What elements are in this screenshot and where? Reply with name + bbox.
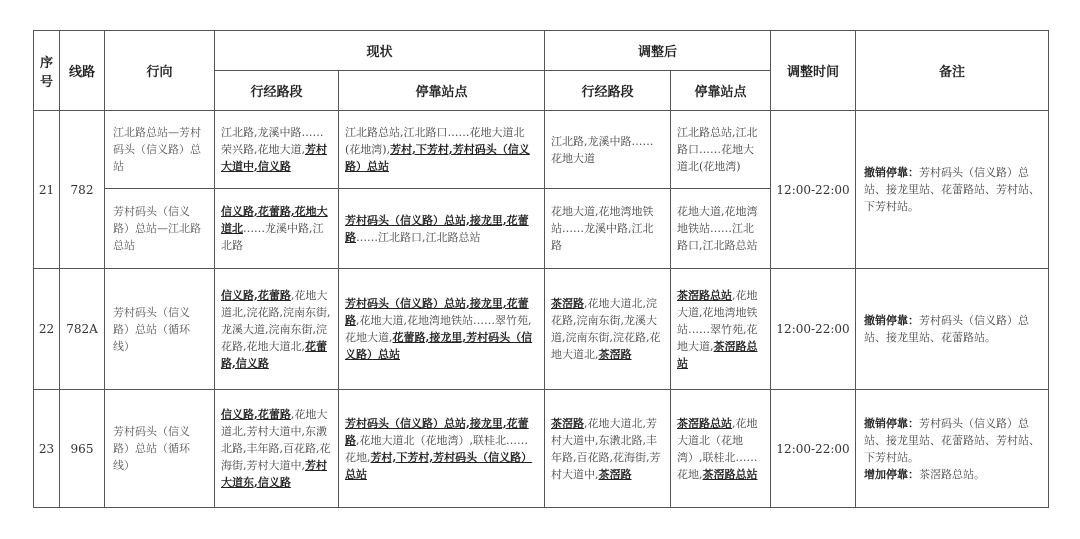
highlighted-segment: 茶滘路 bbox=[598, 348, 632, 361]
text-segment: 江北路总站,江北路口……花地大道北(花地湾), bbox=[345, 126, 525, 156]
remark-text-2: 茶滘路总站。 bbox=[919, 467, 986, 481]
text-segment: ……龙溪中路,江北路 bbox=[221, 222, 324, 252]
remark-text: 芳村码头（信义路）总站、接龙里站、花蕾路站。 bbox=[864, 314, 1030, 344]
text-segment: 江北路,龙溪中路……花地大道 bbox=[551, 134, 654, 165]
remark-text: 芳村码头（信义路）总站、接龙里站、花蕾路站、芳村站、下芳村站。 bbox=[864, 166, 1041, 213]
adjusted-route-cell bbox=[545, 189, 671, 269]
text-segment: 花地大道,花地湾地铁站……江北路口,江北路总站 bbox=[677, 205, 758, 252]
seq-cell: 21 bbox=[34, 111, 60, 269]
direction-cell: 芳村码头（信义路）总站—江北路总站 bbox=[105, 189, 215, 269]
table-row bbox=[34, 111, 1049, 189]
text-segment: ,花地大道北,芳村大道中,东漖北路,丰年路,百花路,花海街,芳村大道中, bbox=[221, 408, 331, 472]
line-cell: 965 bbox=[60, 390, 105, 508]
highlighted-segment: 信义路,花蕾路,花地大道北 bbox=[221, 205, 328, 235]
highlighted-segment: 芳村大道东,信义路 bbox=[221, 459, 327, 489]
text-segment: ,花地大道,花地湾地铁站……翠竹苑,花地大道, bbox=[345, 314, 532, 344]
remark-label: 撤销停靠： bbox=[864, 416, 920, 430]
text-segment: ,花地大道北,浣花路,浣南东街,龙溪大道,浣南东街,浣花路,花地大道北, bbox=[551, 297, 661, 361]
remark-label: 撤销停靠： bbox=[864, 314, 920, 327]
text-segment: ,花地大道北,浣花路,浣南东街,龙溪大道,浣南东街,浣花路,花地大道北, bbox=[221, 288, 331, 353]
highlighted-segment: 芳村大道中,信义路 bbox=[221, 143, 327, 173]
remark-text: 芳村码头（信义路）总站、接龙里站、花蕾路站、芳村站、下芳村站。 bbox=[864, 416, 1041, 464]
header-row-1 bbox=[34, 31, 1049, 71]
highlighted-segment: 芳村,下芳村,芳村码头（信义路）总站 bbox=[345, 450, 533, 481]
highlighted-segment: 茶滘路总站 bbox=[677, 288, 733, 302]
time-cell: 12:00-22:00 bbox=[771, 269, 856, 390]
time-cell: 12:00-22:00 bbox=[771, 111, 856, 269]
current-stops-cell bbox=[339, 111, 545, 189]
adjusted-route-cell bbox=[545, 390, 671, 508]
remark-cell bbox=[856, 390, 1049, 508]
header-remark: 备注 bbox=[856, 31, 1049, 111]
highlighted-segment: 芳村码头（信义路）总站,接龙里,花蕾路 bbox=[345, 297, 529, 327]
table-row bbox=[34, 269, 1049, 390]
highlighted-segment: 信义路,花蕾路 bbox=[221, 288, 291, 302]
route-adjustment-table-container bbox=[33, 30, 1048, 508]
adjusted-stops-cell bbox=[671, 111, 771, 189]
adjusted-route-cell bbox=[545, 269, 671, 390]
remark-label: 撤销停靠： bbox=[864, 166, 920, 179]
header-time: 调整时间 bbox=[771, 31, 856, 111]
highlighted-segment: 茶滘路总站 bbox=[677, 416, 733, 430]
highlighted-segment: 芳村,下芳村,芳村码头（信义路）总站 bbox=[345, 143, 530, 173]
highlighted-segment: 茶滘路 bbox=[551, 416, 585, 430]
remark-cell bbox=[856, 111, 1049, 269]
header-current: 现状 bbox=[215, 31, 545, 71]
adjusted-stops-cell bbox=[671, 269, 771, 390]
adjusted-route-cell bbox=[545, 111, 671, 189]
header-line: 线路 bbox=[60, 31, 105, 111]
text-segment: ,花地大道北,芳村大道中,东漖北路,丰年路,百花路,花海街,芳村大道中, bbox=[551, 416, 661, 481]
highlighted-segment: 茶滘路总站 bbox=[677, 339, 758, 370]
highlighted-segment: 茶滘路 bbox=[598, 467, 632, 481]
route-adjustment-table bbox=[33, 30, 1049, 508]
highlighted-segment: 茶滘路总站 bbox=[702, 467, 758, 481]
current-stops-cell bbox=[339, 269, 545, 390]
seq-cell: 23 bbox=[34, 390, 60, 508]
current-stops-cell bbox=[339, 390, 545, 508]
text-segment: ……江北路口,江北路总站 bbox=[356, 230, 481, 244]
current-route-cell bbox=[215, 111, 339, 189]
direction-cell: 芳村码头（信义路）总站（循环线） bbox=[105, 269, 215, 390]
highlighted-segment: 花蕾路,信义路 bbox=[221, 339, 327, 370]
current-stops-cell bbox=[339, 189, 545, 269]
text-segment: 花地大道,花地湾地铁站……龙溪中路,江北路 bbox=[551, 205, 654, 252]
highlighted-segment: 芳村码头（信义路）总站,接龙里,花蕾路 bbox=[345, 416, 529, 447]
highlighted-segment: 茶滘路 bbox=[551, 297, 585, 310]
highlighted-segment: 信义路,花蕾路 bbox=[221, 408, 291, 421]
direction-cell: 芳村码头（信义路）总站（循环线） bbox=[105, 390, 215, 508]
current-route-cell bbox=[215, 390, 339, 508]
header-adjusted-stops: 停靠站点 bbox=[671, 71, 771, 111]
seq-cell: 22 bbox=[34, 269, 60, 390]
text-segment: ,花地大道,花地湾地铁站……翠竹苑,花地大道, bbox=[677, 288, 758, 353]
text-segment: ,花地大道北（花地湾）,联桂北……花地, bbox=[345, 433, 528, 464]
text-segment: ,花地大道北（花地湾）,联桂北……花地, bbox=[677, 416, 758, 481]
current-route-cell bbox=[215, 189, 339, 269]
text-segment: 江北路总站,江北路口……花地大道北(花地湾) bbox=[677, 126, 758, 173]
remark-cell bbox=[856, 269, 1049, 390]
header-current-stops: 停靠站点 bbox=[339, 71, 545, 111]
header-adjusted: 调整后 bbox=[545, 31, 771, 71]
adjusted-stops-cell bbox=[671, 189, 771, 269]
table-row bbox=[34, 390, 1049, 508]
line-cell: 782A bbox=[60, 269, 105, 390]
header-direction: 行向 bbox=[105, 31, 215, 111]
header-seq: 序号 bbox=[34, 31, 60, 111]
line-cell: 782 bbox=[60, 111, 105, 269]
highlighted-segment: 芳村码头（信义路）总站,接龙里,花蕾路 bbox=[345, 213, 529, 244]
header-adjusted-route: 行经路段 bbox=[545, 71, 671, 111]
time-cell: 12:00-22:00 bbox=[771, 390, 856, 508]
remark-label-2: 增加停靠： bbox=[864, 467, 920, 481]
text-segment: 江北路,龙溪中路……荣兴路,花地大道, bbox=[221, 126, 324, 156]
header-current-route: 行经路段 bbox=[215, 71, 339, 111]
adjusted-stops-cell bbox=[671, 390, 771, 508]
direction-cell: 江北路总站—芳村码头（信义路）总站 bbox=[105, 111, 215, 189]
highlighted-segment: 花蕾路,接龙里,芳村码头（信义路）总站 bbox=[345, 331, 533, 361]
current-route-cell bbox=[215, 269, 339, 390]
